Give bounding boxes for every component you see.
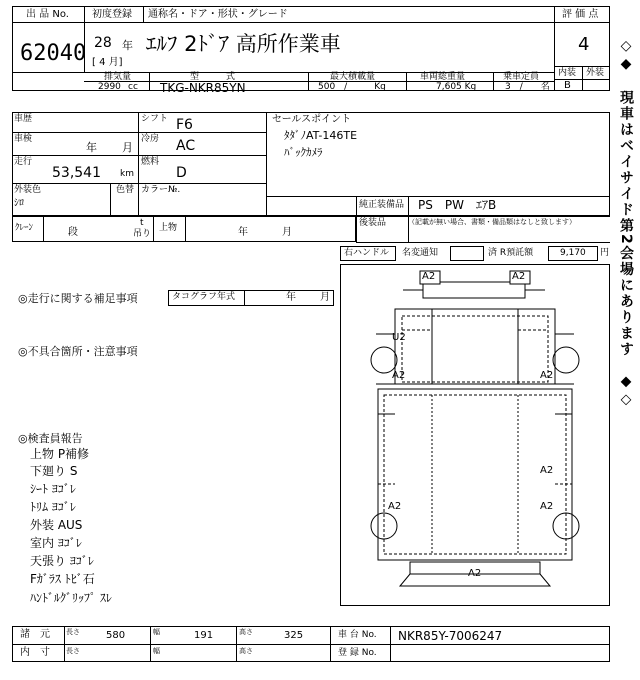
interior-dims-label: 内 寸 [20, 647, 50, 658]
details-frame [12, 112, 610, 216]
inspector-line-7: 天張り ﾖｺﾞﾚ [30, 554, 94, 568]
registration-label: 登 録 No. [338, 648, 377, 658]
fuel: D [176, 165, 187, 181]
aftermarket-note: （記載が無い場合、書類・備品類はなしと致します） [408, 218, 576, 226]
crane-label: ｸﾚｰﾝ [15, 223, 34, 233]
max-load-label: 最大積載量 [330, 72, 376, 82]
history-label: 車歴 [14, 114, 33, 124]
interior-width-label: 幅 [153, 647, 160, 655]
model-name: ｴﾙﾌ 2ﾄﾞｱ 高所作業車 [146, 32, 341, 56]
width: 191 [194, 630, 214, 641]
model-code-label: 型 式 [190, 72, 236, 82]
tachograph-label: タコグラフ年式 [172, 292, 236, 302]
crane-row [12, 216, 356, 242]
gross-weight-label: 車両総重量 [420, 72, 466, 82]
damage-mark-2: A2 [512, 271, 526, 282]
sales-point-2: ﾊﾞｯｸｶﾒﾗ [284, 146, 323, 159]
odometer-change-label: 名変通知 [402, 248, 439, 258]
width-label: 幅 [153, 628, 160, 636]
sales-point-1: ﾀﾀﾞﾉAT-146TE [284, 129, 358, 142]
ac: AC [176, 138, 196, 154]
standard-equipment-label: 純正装備品 [359, 200, 405, 210]
mileage-unit: km [120, 169, 134, 179]
crane-ton-unit-top: t [140, 218, 144, 228]
crane-ton-unit-bottom: 吊り [133, 229, 152, 239]
mileage: 53,541 [52, 165, 101, 181]
damage-mark-7: A2 [388, 501, 402, 512]
mileage-label: 走行 [14, 157, 33, 167]
upper-month-unit: 月 [282, 227, 292, 238]
inspector-line-1: 上物 P補修 [30, 447, 90, 461]
exterior-color-label: 外装色 [14, 185, 42, 195]
damage-mark-6: A2 [540, 465, 554, 476]
interior-label: 内装 [558, 68, 577, 78]
interior-height-label: 高さ [239, 647, 253, 655]
recycle-label: 済 R預託額 [488, 248, 534, 258]
inspection-month-unit: 月 [122, 141, 133, 154]
inspector-line-5: 外装 AUS [30, 518, 83, 532]
chassis-no: NKR85Y-7006247 [398, 629, 503, 643]
location-banner: ◇◆ 現車はベイサイド第2会場にあります ◆◇ [618, 38, 634, 410]
odometer-change-box [450, 246, 484, 261]
exterior-label: 外装 [586, 68, 605, 78]
score-label: 評 価 点 [562, 9, 599, 20]
displacement: 2990 [98, 82, 121, 92]
model-code: TKG-NKR85YN [160, 81, 246, 95]
upper-year-unit: 年 [238, 227, 248, 238]
interior-grade: B [564, 80, 571, 91]
damage-mark-1: A2 [422, 271, 436, 282]
damage-mark-9: A2 [468, 568, 482, 579]
chassis-label: 車 台 No. [338, 630, 377, 640]
inspector-label: ◎検査員報告 [18, 432, 83, 445]
truck-diagram [340, 264, 610, 606]
tachograph-month-unit: 月 [320, 292, 330, 303]
ac-label: 冷房 [141, 134, 160, 144]
rhd: 右ハンドル [344, 248, 390, 258]
color-no-label: カラー№. [141, 185, 181, 195]
capacity-label: 乗車定員 [503, 72, 540, 82]
year-unit: 年 [122, 39, 133, 52]
score: 4 [578, 34, 590, 55]
first-reg-label: 初度登録 [92, 9, 132, 20]
recycle-value: 9,170 [560, 248, 586, 258]
length: 580 [106, 630, 126, 641]
inspector-line-2: 下廻り S [30, 464, 78, 478]
height-label: 高さ [239, 628, 253, 636]
lot-no-label: 出 品 No. [26, 9, 69, 20]
shift: F6 [176, 117, 193, 133]
inspection-year-unit: 年 [86, 141, 97, 154]
height: 325 [284, 630, 304, 641]
inspector-line-8: Fｶﾞﾗｽ ﾄﾋﾞ石 [30, 572, 95, 586]
driving-remarks-label: ◎走行に関する補足事項 [18, 292, 138, 305]
damage-mark-3: U2 [392, 332, 406, 343]
inspector-line-3: ｼｰﾄ ﾖｺﾞﾚ [30, 482, 76, 496]
inspection-label: 車検 [14, 134, 33, 144]
displacement-label: 排気量 [104, 72, 132, 82]
capacity: 3 / 名 [505, 82, 550, 92]
gross-weight: 7,605 Kg [436, 82, 477, 92]
inspector-line-6: 室内 ﾖｺﾞﾚ [30, 536, 82, 550]
aftermarket-label: 後装品 [359, 218, 387, 228]
upper-label: 上物 [159, 223, 178, 233]
fuel-label: 燃料 [141, 157, 160, 167]
tachograph-year-unit: 年 [286, 292, 296, 303]
sales-points-label: セールスポイント [272, 114, 352, 125]
damage-mark-5: A2 [540, 370, 554, 381]
max-load: 500 / Kg [318, 82, 386, 92]
standard-equipment: PS PW ｴｱB [418, 198, 497, 212]
length-label: 長さ [66, 628, 80, 636]
defects-label: ◎不具合箇所・注意事項 [18, 345, 138, 358]
recycle-unit: 円 [600, 248, 610, 258]
first-reg-year: 28 [94, 35, 112, 51]
damage-mark-4: A2 [392, 370, 406, 381]
interior-length-label: 長さ [66, 647, 80, 655]
shift-label: シフト [141, 114, 169, 124]
first-reg-month: [ 4 月] [92, 57, 123, 68]
damage-mark-8: A2 [540, 501, 554, 512]
exterior-color: ｼﾛ [14, 198, 24, 209]
color-change-label: 色替 [116, 185, 135, 195]
inspector-line-9: ﾊﾝﾄﾞﾙｸﾞﾘｯﾌﾟ ｽﾚ [30, 591, 112, 605]
dims-label: 諸 元 [20, 629, 50, 640]
lot-no: 62040 [20, 41, 87, 66]
displacement-unit: cc [128, 82, 138, 92]
inspector-line-4: ﾄﾘﾑ ﾖｺﾞﾚ [30, 500, 76, 514]
crane-stage-unit: 段 [68, 227, 78, 238]
model-label: 通称名・ドア・形状・グレード [148, 9, 288, 20]
